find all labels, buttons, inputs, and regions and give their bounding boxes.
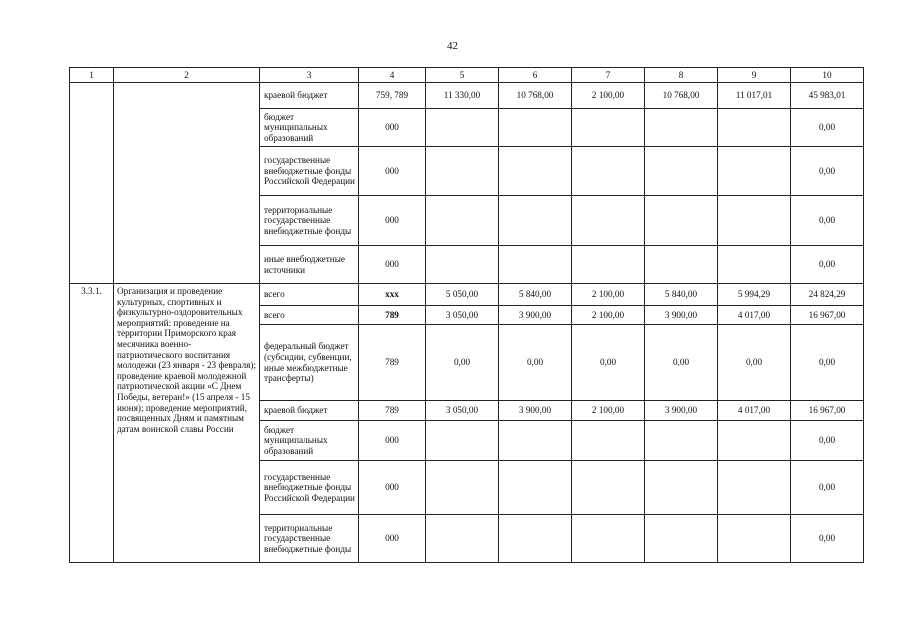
value-cell bbox=[499, 147, 572, 196]
header-cell: 7 bbox=[572, 68, 645, 83]
value-cell bbox=[426, 461, 499, 515]
value-cell: 11 017,01 bbox=[718, 83, 791, 109]
value-cell bbox=[645, 421, 718, 461]
row-number-cell bbox=[70, 83, 114, 284]
code-cell: 789 bbox=[359, 325, 426, 401]
code-cell: 000 bbox=[359, 147, 426, 196]
total-cell: 0,00 bbox=[791, 196, 864, 246]
value-cell: 2 100,00 bbox=[572, 401, 645, 421]
header-cell: 4 bbox=[359, 68, 426, 83]
value-cell: 0,00 bbox=[718, 325, 791, 401]
value-cell bbox=[718, 515, 791, 563]
value-cell bbox=[499, 109, 572, 147]
value-cell bbox=[645, 109, 718, 147]
value-cell bbox=[645, 515, 718, 563]
value-cell: 3 050,00 bbox=[426, 401, 499, 421]
code-cell: 000 bbox=[359, 461, 426, 515]
value-cell: 5 840,00 bbox=[645, 284, 718, 306]
source-cell: краевой бюджет bbox=[260, 401, 359, 421]
value-cell bbox=[426, 246, 499, 284]
value-cell bbox=[499, 515, 572, 563]
total-cell: 16 967,00 bbox=[791, 306, 864, 325]
value-cell bbox=[426, 109, 499, 147]
total-cell: 0,00 bbox=[791, 325, 864, 401]
code-cell: 000 bbox=[359, 421, 426, 461]
value-cell: 4 017,00 bbox=[718, 401, 791, 421]
total-cell: 16 967,00 bbox=[791, 401, 864, 421]
table-row bbox=[70, 284, 864, 306]
value-cell: 5 840,00 bbox=[499, 284, 572, 306]
value-cell: 2 100,00 bbox=[572, 306, 645, 325]
value-cell bbox=[499, 461, 572, 515]
source-cell: территориальные государственные внебюджетные фонды bbox=[260, 196, 359, 246]
code-cell: 759, 789 bbox=[359, 83, 426, 109]
source-cell: краевой бюджет bbox=[260, 83, 359, 109]
header-cell: 10 bbox=[791, 68, 864, 83]
value-cell: 0,00 bbox=[572, 325, 645, 401]
header-cell: 3 bbox=[260, 68, 359, 83]
value-cell bbox=[572, 196, 645, 246]
value-cell bbox=[718, 109, 791, 147]
value-cell: 3 900,00 bbox=[645, 401, 718, 421]
source-cell: иные внебюджетные источники bbox=[260, 246, 359, 284]
value-cell bbox=[645, 461, 718, 515]
code-cell: 000 bbox=[359, 109, 426, 147]
total-cell: 45 983,01 bbox=[791, 83, 864, 109]
value-cell bbox=[718, 147, 791, 196]
value-cell: 3 050,00 bbox=[426, 306, 499, 325]
value-cell bbox=[426, 421, 499, 461]
value-cell: 0,00 bbox=[499, 325, 572, 401]
table-row bbox=[70, 83, 864, 109]
value-cell bbox=[499, 196, 572, 246]
source-cell: бюджет муниципальных образований bbox=[260, 421, 359, 461]
value-cell bbox=[499, 421, 572, 461]
value-cell bbox=[426, 515, 499, 563]
source-cell: бюджет муниципальных образований bbox=[260, 109, 359, 147]
item-number-cell: 3.3.1. bbox=[70, 284, 114, 563]
header-cell: 5 bbox=[426, 68, 499, 83]
page-number: 42 bbox=[447, 40, 458, 52]
code-cell: 000 bbox=[359, 246, 426, 284]
value-cell: 5 050,00 bbox=[426, 284, 499, 306]
value-cell bbox=[718, 421, 791, 461]
value-cell bbox=[426, 196, 499, 246]
code-cell: ххх bbox=[359, 284, 426, 306]
header-cell: 2 bbox=[114, 68, 260, 83]
value-cell bbox=[572, 461, 645, 515]
value-cell: 2 100,00 bbox=[572, 83, 645, 109]
total-cell: 0,00 bbox=[791, 147, 864, 196]
value-cell: 10 768,00 bbox=[499, 83, 572, 109]
value-cell: 0,00 bbox=[426, 325, 499, 401]
value-cell bbox=[645, 246, 718, 284]
value-cell bbox=[645, 196, 718, 246]
header-cell: 1 bbox=[70, 68, 114, 83]
source-cell: всего bbox=[260, 284, 359, 306]
value-cell: 3 900,00 bbox=[499, 401, 572, 421]
value-cell bbox=[718, 196, 791, 246]
source-cell: государственные внебюджетные фонды Российской Федерации bbox=[260, 147, 359, 196]
value-cell bbox=[572, 515, 645, 563]
code-cell: 789 bbox=[359, 401, 426, 421]
value-cell: 0,00 bbox=[645, 325, 718, 401]
item-description-cell: Организация и проведение культурных, спортивных и физкультурно-оздоровительных мероприятий: проведение на территории Приморского края месячника военно-патриотического воспитания молодежи (23 января - 23 февраля); проведение краевой молодежной патриотической акции «С Днем Победы, ветеран!» (15 апреля - 15 июня); проведение мероприятий, посвященных Дням и памятным датам воинской славы России bbox=[114, 284, 260, 563]
value-cell: 11 330,00 bbox=[426, 83, 499, 109]
value-cell bbox=[499, 246, 572, 284]
value-cell bbox=[718, 461, 791, 515]
value-cell bbox=[572, 147, 645, 196]
source-cell: государственные внебюджетные фонды Российской Федерации bbox=[260, 461, 359, 515]
row-description-cell bbox=[114, 83, 260, 284]
header-row bbox=[70, 68, 864, 83]
value-cell: 3 900,00 bbox=[645, 306, 718, 325]
value-cell bbox=[572, 421, 645, 461]
code-cell: 000 bbox=[359, 515, 426, 563]
source-cell: федеральный бюджет (субсидии, субвенции, иные межбюджетные трансферты) bbox=[260, 325, 359, 401]
code-cell: 000 bbox=[359, 196, 426, 246]
value-cell: 2 100,00 bbox=[572, 284, 645, 306]
value-cell bbox=[426, 147, 499, 196]
header-cell: 9 bbox=[718, 68, 791, 83]
budget-table bbox=[69, 67, 864, 563]
value-cell bbox=[572, 109, 645, 147]
value-cell bbox=[718, 246, 791, 284]
header-cell: 6 bbox=[499, 68, 572, 83]
value-cell: 10 768,00 bbox=[645, 83, 718, 109]
source-cell: территориальные государственные внебюджетные фонды bbox=[260, 515, 359, 563]
value-cell: 5 994,29 bbox=[718, 284, 791, 306]
source-cell: всего bbox=[260, 306, 359, 325]
value-cell: 4 017,00 bbox=[718, 306, 791, 325]
total-cell: 0,00 bbox=[791, 246, 864, 284]
total-cell: 0,00 bbox=[791, 109, 864, 147]
value-cell bbox=[645, 147, 718, 196]
value-cell bbox=[572, 246, 645, 284]
code-cell: 789 bbox=[359, 306, 426, 325]
total-cell: 0,00 bbox=[791, 515, 864, 563]
total-cell: 24 824,29 bbox=[791, 284, 864, 306]
total-cell: 0,00 bbox=[791, 421, 864, 461]
value-cell: 3 900,00 bbox=[499, 306, 572, 325]
header-cell: 8 bbox=[645, 68, 718, 83]
total-cell: 0,00 bbox=[791, 461, 864, 515]
